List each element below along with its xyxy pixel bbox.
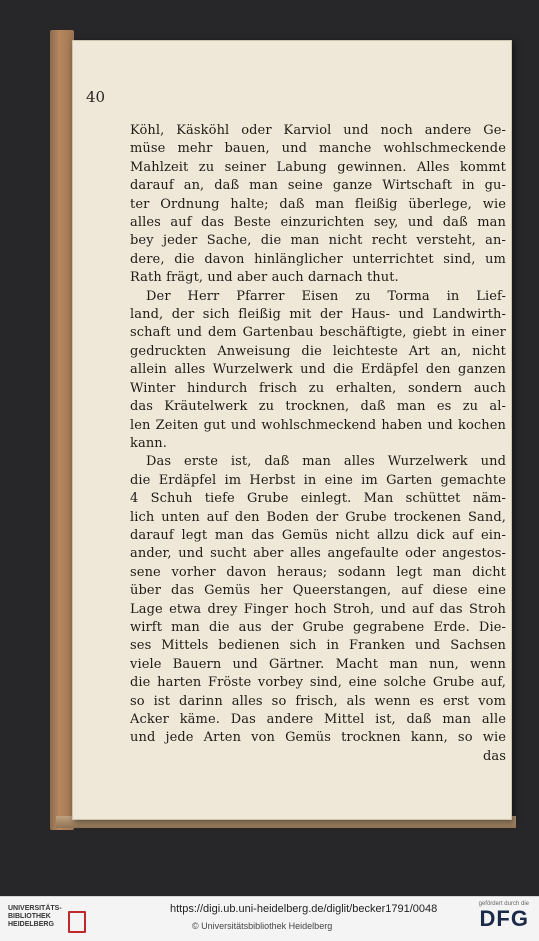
library-logo-icon <box>68 911 86 933</box>
book-spine <box>50 30 74 830</box>
text-line: 4 Schuh tiefe Grube einlegt. Man schüttet näm- <box>130 491 506 507</box>
dfg-logo-icon: DFG <box>479 906 529 931</box>
text-line: lich unten auf den Boden der Grube trockenen Sand, <box>130 509 506 525</box>
text-line: Winter hindurch frisch zu erhalten, sondern auch <box>130 380 506 396</box>
text-line: darauf an, daß man seine ganze Wirtschaft in gu- <box>130 178 506 194</box>
book-page <box>72 40 512 820</box>
permalink-url[interactable]: https://digi.ub.uni-heidelberg.de/diglit/becker1791/0048 <box>170 903 438 915</box>
funder-logo[interactable] <box>459 901 529 931</box>
text-line: allein alles Wurzelwerk und die Erdäpfel den ganzen <box>130 362 506 378</box>
library-name-line3: HEIDELBERG <box>8 921 54 928</box>
text-line: bey jeder Sache, die man nicht recht versteht, an- <box>130 233 506 249</box>
text-line: Köhl, Käsköhl oder Karviol und noch andere Ge- <box>130 123 506 138</box>
text-line: die Erdäpfel im Herbst in eine im Garten gemachte <box>130 472 506 488</box>
text-line: Acker käme. Das andere Mittel ist, daß man alle <box>130 712 506 727</box>
text-line: Lage etwa drey Finger hoch Stroh, und auf das Stroh <box>130 601 506 617</box>
text-line: ander, und sucht aber alles angefaulte oder angestos- <box>130 546 506 562</box>
text-line: alles auf das Beste einzurichten sey, und daß man <box>130 215 506 231</box>
text-line: und jede Arten von Gemüs trocknen kann, so wie <box>130 730 506 746</box>
text-line: müse mehr bauen, und manche wohlschmeckende <box>130 141 506 157</box>
text-line: schaft und dem Gartenbau beschäftigte, giebt in einer <box>130 325 506 341</box>
copyright-notice: © Universitätsbibliothek Heidelberg <box>192 921 333 931</box>
library-name-line2: BIBLIOTHEK <box>8 913 51 920</box>
text-line: Das erste ist, daß man alles Wurzelwerk und <box>146 454 506 470</box>
text-line: Rath frägt, und aber auch darnach thut. <box>130 270 399 286</box>
library-logo[interactable] <box>8 905 78 935</box>
text-line: wirft man die aus der Grube gegrabene Erde. Die- <box>130 619 506 635</box>
funder-note: gefördert durch die <box>478 901 529 907</box>
library-name-line1: UNIVERSITÄTS- <box>8 905 62 912</box>
page-text <box>130 122 506 766</box>
page-number: 40 <box>86 88 106 106</box>
text-line: das Kräutelwerk zu trocknen, daß man es zu al- <box>130 399 506 415</box>
text-line: Der Herr Pfarrer Eisen zu Torma in Lief- <box>146 288 506 304</box>
text-line: viele Bauern und Gärtner. Macht man nun, wenn <box>130 656 506 672</box>
text-line: ses Mittels bedienen sich in Franken und Sachsen <box>130 638 506 654</box>
text-line: das <box>482 748 506 764</box>
text-line: Mahlzeit zu seiner Labung gewinnen. Alles kommt <box>130 159 506 175</box>
text-line: len Zeiten gut und wohlschmeckend haben und kochen <box>130 417 506 433</box>
text-line: dere, die davon hinlänglicher unterrichtet sind, um <box>130 251 506 267</box>
text-line: sene vorher davon heraus; sodann legt man dicht <box>130 564 506 580</box>
text-line: über das Gemüs her Queerstangen, auf diese eine <box>130 583 506 599</box>
text-line: so ist darinn alles so frisch, als wenn es erst vom <box>130 693 506 709</box>
text-line: ter Ordnung halte; daß man fleißig überlege, wie <box>130 196 506 212</box>
footer-bar <box>0 896 539 941</box>
text-line: land, der sich fleißig mit der Haus- und Landwirth- <box>130 307 506 323</box>
text-line: gedruckten Anweisung die leichteste Art an, nicht <box>130 343 506 359</box>
text-line: die harten Fröste vorbey sind, eine solche Grube auf, <box>130 675 506 691</box>
text-line: darauf legt man das Gemüs nicht allzu dick auf ein- <box>130 527 506 543</box>
text-line: kann. <box>130 435 168 451</box>
